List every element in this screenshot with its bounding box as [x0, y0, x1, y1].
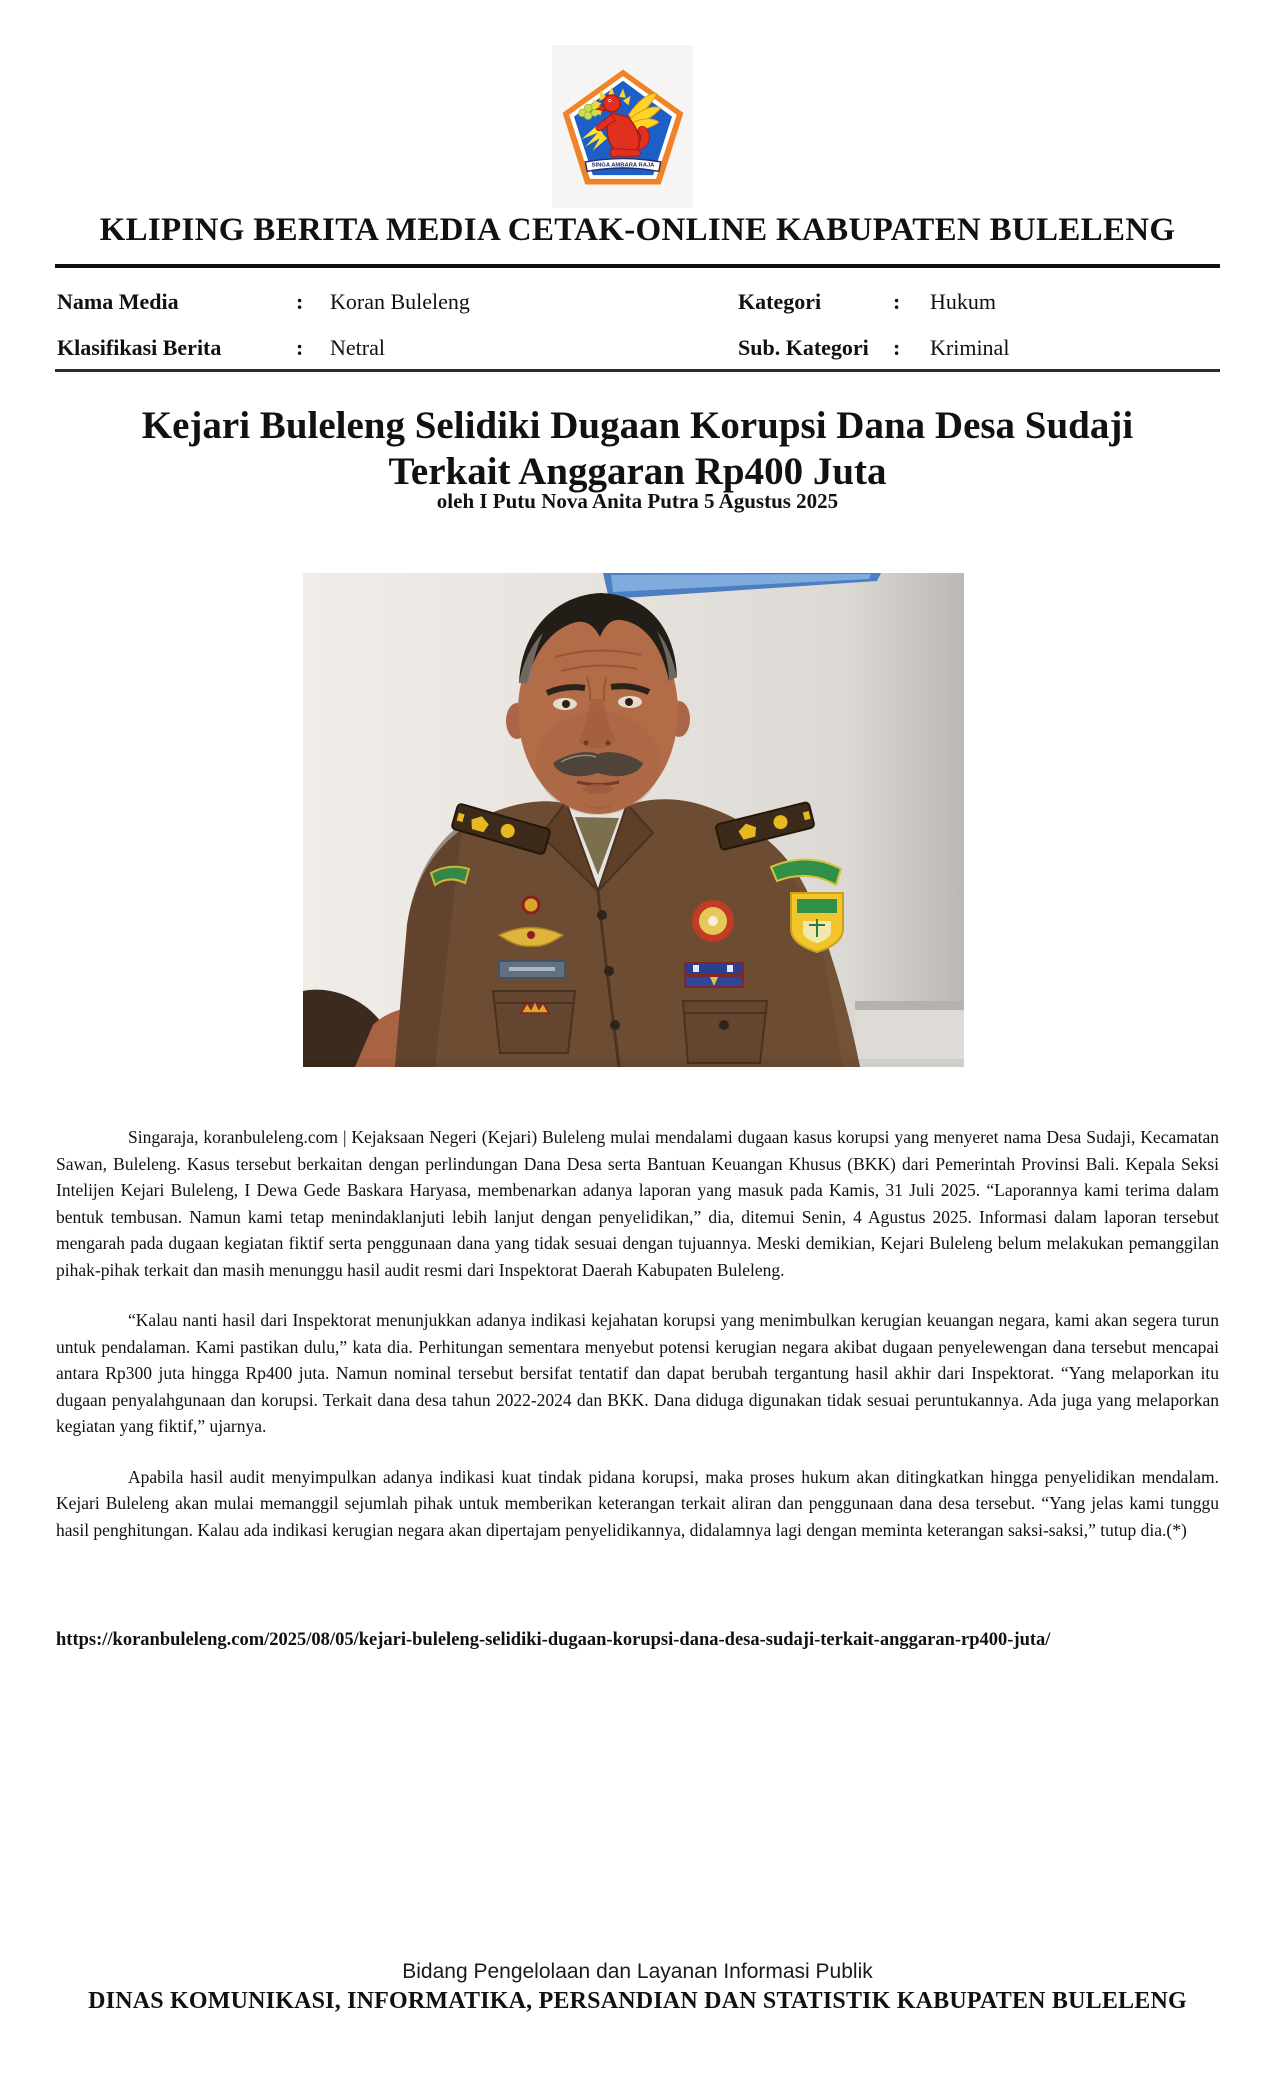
meta-label-nama-media [57, 288, 179, 316]
meta-label-text: Kategori [738, 289, 822, 314]
meta-value-sub-kategori: Kriminal [930, 335, 1010, 360]
crest-svg [557, 64, 689, 190]
meta-label-text: Sub. Kategori [738, 335, 869, 360]
meta-colon: : [296, 289, 304, 314]
article-title-line2: Terkait Anggaran Rp400 Juta [388, 450, 887, 493]
footer-division: Bidang Pengelolaan dan Layanan Informasi Publik [402, 1960, 873, 1983]
article-source-url: https://koranbuleleng.com/2025/08/05/kejari-buleleng-selidiki-dugaan-korupsi-dana-desa-sudaji-terkait-anggaran-rp400-juta/ [56, 1630, 1051, 1650]
article-byline: oleh I Putu Nova Anita Putra 5 Agustus 2025 [436, 489, 839, 513]
meta-value-kategori: Hukum [930, 289, 996, 314]
article-title-line1: Kejari Buleleng Selidiki Dugaan Korupsi Dana Desa Sudaji [141, 404, 1134, 447]
article-paragraph: Apabila hasil audit menyimpulkan adanya indikasi kuat tindak pidana korupsi, maka proses hukum akan ditingkatkan hingga penyelidikan mendalam. Kejari Buleleng akan mulai memanggil sejumlah pihak untuk memberikan keterangan terkait aliran dan penggunaan dana desa tersebut. “Yang jelas kami tunggu hasil penghitungan. Kalau ada indikasi kerugian negara akan dipertajam penyelidikannya, didalamnya lagi dengan meminta keterangan saksi-saksi,” tutup dia.(*) [56, 1466, 1219, 1540]
meta-colon: : [296, 335, 304, 360]
header-rule-top [55, 264, 1220, 268]
document-title: KLIPING BERITA MEDIA CETAK-ONLINE KABUPATEN BULELENG [99, 212, 1176, 248]
meta-label-kategori [738, 288, 821, 316]
logo-banner-text: SINGA AMBARA RAJA [591, 162, 654, 169]
article-photo-illustration [303, 573, 964, 1067]
buleleng-crest-logo [552, 45, 693, 208]
article-paragraph: “Kalau nanti hasil dari Inspektorat menunjukkan adanya indikasi kejahatan korupsi yang menimbulkan kerugian keuangan negara, kami akan segera turun untuk pendalaman. Kami pastikan dulu,” kata dia. Perhitungan sementara menyebut potensi kerugian negara akibat dugaan penyelewengan dana tersebut mencapai antara Rp300 juta hingga Rp400 juta. Namun nominal tersebut bersifat tentatif dan dapat berubah tergantung hasil akhir dari Inspektorat. “Yang melaporkan itu dugaan penyalahgunaan dan korupsi. Terkait dana desa tahun 2022-2024 dan BKK. Dana diduga digunakan tidak sesuai peruntukannya. Ada juga yang melaporkan kegiatan yang fiktif,” ujarnya. [56, 1310, 1219, 1436]
article-title [0, 403, 1275, 495]
article-photo [303, 573, 964, 1067]
meta-label-sub-kategori [738, 334, 869, 362]
meta-label-text: Klasifikasi Berita [57, 335, 222, 360]
article-body [56, 1124, 1219, 1567]
article-paragraph: Singaraja, koranbuleleng.com | Kejaksaan Negeri (Kejari) Buleleng mulai mendalami dugaan kasus korupsi yang menyeret nama Desa Sudaji, Kecamatan Sawan, Buleleng. Kasus tersebut berkaitan dengan perlindungan Dana Desa serta Bantuan Keuangan Khusus (BKK) dari Pemerintah Provinsi Bali. Kepala Seksi Intelijen Kejari Buleleng, I Dewa Gede Baskara Haryasa, membenarkan adanya laporan yang masuk pada Kamis, 31 Juli 2025. “Laporannya kami terima dalam bentuk tembusan. Namun kami tetap menindaklanjuti lebih lanjut dengan penyelidikan,” dia, ditemui Senin, 4 Agustus 2025. Informasi dalam laporan tersebut mengarah pada dugaan kegiatan fiktif serta penggunaan dana yang tidak sesuai dengan tujuannya. Meski demikian, Kejari Buleleng belum melakukan pemanggilan pihak-pihak terkait dan masih menunggu hasil audit resmi dari Inspektorat Daerah Kabupaten Buleleng. [56, 1127, 1219, 1280]
meta-value-klasifikasi: Netral [330, 335, 385, 360]
header-rule-bottom [55, 369, 1220, 372]
meta-label-klasifikasi [57, 334, 221, 362]
meta-colon: : [893, 335, 901, 360]
meta-colon: : [893, 289, 901, 314]
meta-label-text: Nama Media [57, 289, 179, 314]
footer-agency: DINAS KOMUNIKASI, INFORMATIKA, PERSANDIAN DAN STATISTIK KABUPATEN BULELENG [88, 1988, 1187, 2014]
meta-value-nama-media: Koran Buleleng [330, 289, 470, 314]
wall-skirting [855, 1001, 964, 1010]
